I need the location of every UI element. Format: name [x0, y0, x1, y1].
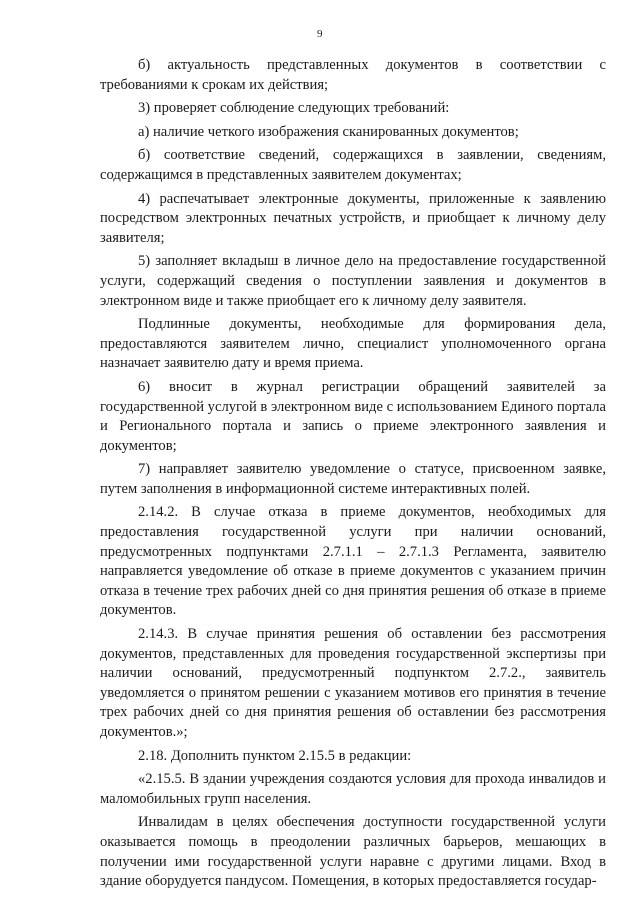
document-body: [100, 56, 606, 892]
paragraph: 4) распечатывает электронные документы, приложенные к заявлению посредством электронных печатных устройств, и приобщает к личному делу заявителя;: [100, 190, 606, 246]
paragraph: 7) направляет заявителю уведомление о статусе, присвоенном заявке, путем заполнения в информационной системе интерактивных полей.: [100, 461, 606, 497]
paragraph: 5) заполняет вкладыш в личное дело на предоставление государственной услуги, содержащий сведения о поступлении заявления и документов в электронном виде и также приобщает его к личному делу заявителя.: [100, 253, 606, 309]
paragraph: 2.18. Дополнить пунктом 2.15.5 в редакции:: [138, 747, 412, 764]
paragraph: б) актуальность представленных документов в соответствии с требованиями к срокам их действия;: [100, 57, 606, 93]
paragraph: 2.14.3. В случае принятия решения об оставлении без рассмотрения документов, представленных для проведения государственной экспертизы при наличии оснований, предусмотренный подпунктом 2.7.2., заявитель уведомляется о принятом решении с указанием мотивов его принятия в течение трех рабочих дней со дня принятия решения об оставлении без рассмотрения документов.»;: [100, 626, 606, 740]
paragraph: Подлинные документы, необходимые для формирования дела, предоставляются заявителем лично, специалист уполномоченного органа назначает заявителю дату и время приема.: [100, 316, 606, 372]
paragraph: «2.15.5. В здании учреждения создаются условия для прохода инвалидов и маломобильных групп населения.: [100, 771, 606, 807]
paragraph: 6) вносит в журнал регистрации обращений заявителей за государственной услугой в электронном виде с использованием Единого портала и Регионального портала и запись о приеме электронного заявления и документов;: [100, 378, 606, 454]
paragraph: а) наличие четкого изображения сканированных документов;: [138, 123, 519, 140]
paragraph: 2.14.2. В случае отказа в приеме документов, необходимых для предоставления государственной услуги при наличии оснований, предусмотренных подпунктами 2.7.1.1 – 2.7.1.3 Регламента, заявителю направляется уведомление об отказе в приеме документов с указанием причин отказа в течение трех рабочих дней со дня принятия решения об отказе в приеме документов.: [100, 504, 606, 619]
page-number: 9: [317, 28, 323, 40]
paragraph: 3) проверяет соблюдение следующих требований:: [138, 100, 450, 117]
paragraph: б) соответствие сведений, содержащихся в заявлении, сведениям, содержащимся в представленных заявителем документах;: [100, 147, 606, 183]
paragraph: Инвалидам в целях обеспечения доступности государственной услуги оказывается помощь в преодолении различных барьеров, мешающих в получении ими государственной услуги наравне с другими лицами. Вход в здание оборудуется пандусом. Помещения, в которых предоставляется государ-: [100, 814, 606, 890]
